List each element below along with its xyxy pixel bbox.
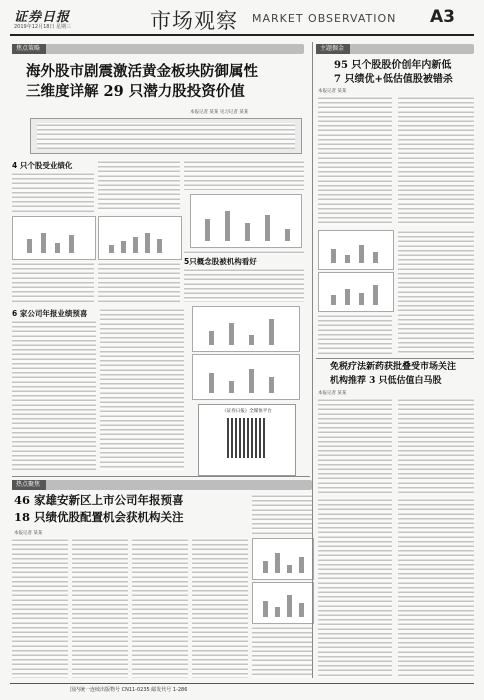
banner-hot xyxy=(12,480,312,490)
chart-bar xyxy=(263,601,268,617)
chart-figure xyxy=(252,582,314,624)
text-column xyxy=(98,160,180,212)
section-divider xyxy=(12,476,310,477)
text-column xyxy=(252,626,312,678)
text-column xyxy=(184,160,304,190)
text-column xyxy=(12,172,94,212)
chart-bar xyxy=(265,215,270,241)
banner-focus xyxy=(12,44,304,54)
page-number: A3 xyxy=(430,7,455,27)
chart-figure xyxy=(190,194,302,248)
text-column xyxy=(100,308,184,470)
chart-caption xyxy=(319,233,393,237)
chart-bar xyxy=(373,285,378,305)
text-column xyxy=(184,250,304,254)
banner-hot-label: 热点聚焦 xyxy=(12,480,46,490)
text-column xyxy=(318,398,392,494)
chart-bar xyxy=(41,233,46,253)
text-column xyxy=(398,398,474,494)
chart-caption xyxy=(191,197,301,201)
bottom-headline-1: 46 家雄安新区上市公司年报预喜 xyxy=(14,493,184,507)
chart-bar xyxy=(69,235,74,253)
qr-code-icon xyxy=(227,418,267,458)
chart-bar xyxy=(209,331,214,345)
chart-bar xyxy=(27,239,32,253)
footer-text: 国内统一连续出版物号 CN11-0235 邮发代号 1-286 xyxy=(70,687,188,693)
subhead-2: 6 家公司年报业绩预喜 xyxy=(12,309,88,318)
text-column xyxy=(318,96,392,226)
chart-bar xyxy=(287,595,292,617)
section-divider xyxy=(316,358,474,359)
chart-caption xyxy=(99,219,181,223)
newspaper-logo: 证券日报 xyxy=(14,10,71,25)
section-title-en: MARKET OBSERVATION xyxy=(252,12,397,25)
article-headline-2: 三维度详解 29 只潜力股投资价值 xyxy=(26,83,245,100)
text-column xyxy=(184,268,304,302)
article-byline: 本报记者 某某 见习记者 某某 xyxy=(190,110,249,115)
issue-date: 2019年12月18日 星期三 xyxy=(14,24,72,30)
chart-bar xyxy=(157,239,162,253)
chart-caption xyxy=(193,357,299,361)
chart-bar xyxy=(225,211,230,241)
chart-caption xyxy=(13,219,95,223)
article-headline-1: 海外股市剧震激活黄金板块防御属性 xyxy=(26,63,258,80)
text-column xyxy=(98,262,180,302)
chart-bar xyxy=(299,557,304,573)
chart-bar xyxy=(275,607,280,617)
chart-caption xyxy=(253,541,313,545)
chart-bar xyxy=(345,255,350,263)
chart-caption xyxy=(193,309,299,313)
text-column xyxy=(398,96,474,226)
chart-bar xyxy=(205,219,210,241)
chart-figure xyxy=(192,306,300,352)
qr-caption: 《证券日报》全媒体平台 xyxy=(222,409,272,414)
right-headline-2: 7 只绩优+低估值股被错杀 xyxy=(334,74,453,85)
text-column xyxy=(132,538,188,678)
chart-figure xyxy=(192,354,300,400)
bottom-headline-2: 18 只绩优股配置机会获机构关注 xyxy=(14,510,184,524)
chart-bar xyxy=(263,561,268,573)
text-column xyxy=(12,538,68,678)
footer-rule xyxy=(10,683,474,684)
text-column xyxy=(12,320,96,470)
text-column xyxy=(72,538,128,678)
banner-focus-label: 焦点策略 xyxy=(12,44,46,54)
chart-caption xyxy=(253,585,313,589)
column-divider xyxy=(312,42,313,678)
chart-bar xyxy=(275,553,280,573)
qr-promo xyxy=(198,404,296,476)
chart-figure xyxy=(252,538,314,580)
right-mid-byline: 本报记者 某某 xyxy=(318,391,347,396)
chart-bar xyxy=(133,237,138,253)
chart-figure xyxy=(318,272,394,312)
right-headline-1: 95 只个股股价创年内新低 xyxy=(334,60,452,71)
text-column xyxy=(318,314,392,354)
chart-bar xyxy=(331,249,336,263)
right-byline: 本报记者 某某 xyxy=(318,89,347,94)
text-column xyxy=(398,230,474,354)
chart-bar xyxy=(285,229,290,241)
right-mid-headline-2: 机构推荐 3 只低估值白马股 xyxy=(330,376,442,386)
chart-bar xyxy=(373,252,378,263)
right-mid-headline-1: 免税疗法新药获批叠受市场关注 xyxy=(330,362,457,372)
chart-bar xyxy=(249,335,254,345)
chart-figure xyxy=(318,230,394,270)
abstract-text xyxy=(37,123,295,149)
text-column xyxy=(12,262,94,302)
chart-bar xyxy=(229,323,234,345)
chart-bar xyxy=(287,565,292,573)
subhead-3: 5只概念股被机构看好 xyxy=(184,257,257,266)
bottom-byline: 本报记者 某某 xyxy=(14,531,43,536)
banner-theme xyxy=(316,44,474,54)
text-column xyxy=(398,498,474,678)
chart-figure xyxy=(12,216,96,260)
text-column xyxy=(192,538,248,678)
article-abstract xyxy=(30,118,302,154)
chart-bar xyxy=(249,369,254,393)
text-column xyxy=(318,498,392,678)
subhead-1: 4 只个股受业绩化 xyxy=(12,161,73,170)
chart-bar xyxy=(345,289,350,305)
chart-bar xyxy=(121,241,126,253)
chart-bar xyxy=(331,295,336,305)
text-column xyxy=(252,494,312,534)
chart-caption xyxy=(319,275,393,279)
chart-bar xyxy=(269,377,274,393)
chart-bar xyxy=(55,243,60,253)
chart-bar xyxy=(359,245,364,263)
chart-bar xyxy=(229,381,234,393)
banner-theme-label: 主题掘金 xyxy=(316,44,350,54)
chart-bar xyxy=(269,319,274,345)
chart-bar xyxy=(359,293,364,305)
chart-bar xyxy=(145,233,150,253)
chart-bar xyxy=(209,373,214,393)
chart-bar xyxy=(109,245,114,253)
chart-bar xyxy=(299,603,304,617)
chart-bar xyxy=(245,223,250,241)
chart-figure xyxy=(98,216,182,260)
header-rule xyxy=(10,34,474,36)
section-title: 市场观察 xyxy=(150,9,238,33)
